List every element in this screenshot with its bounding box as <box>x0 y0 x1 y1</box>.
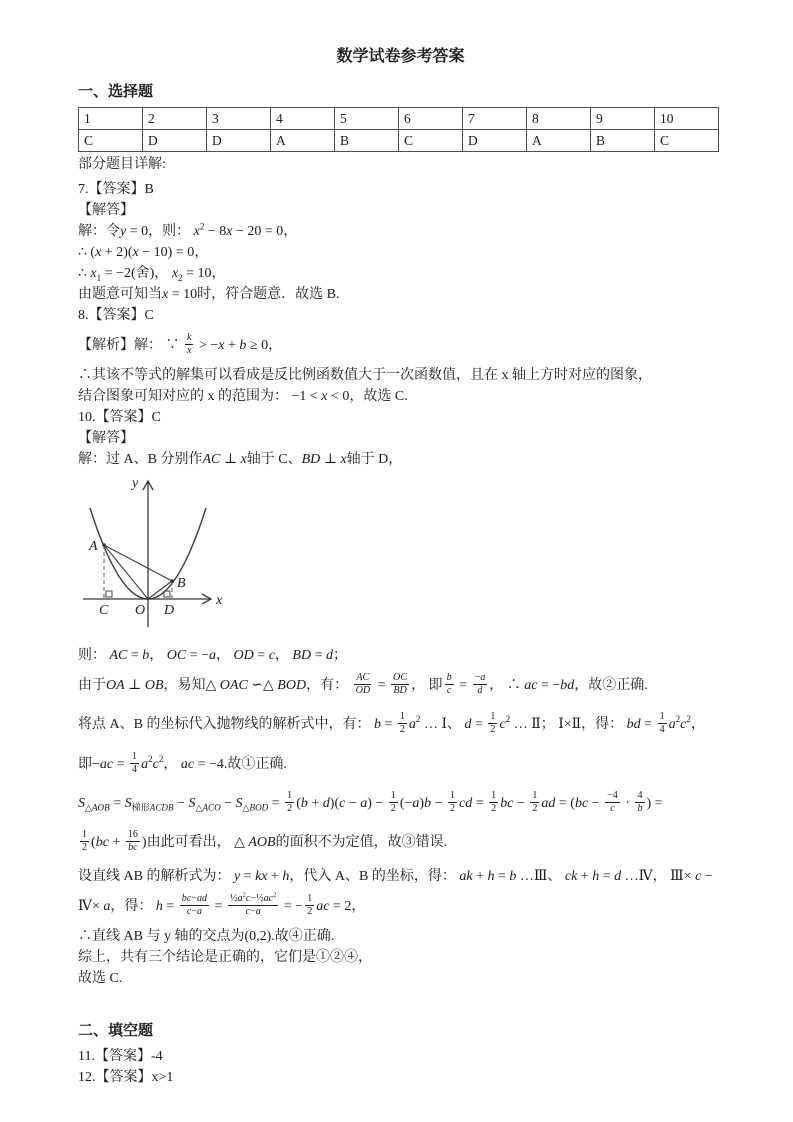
q7-explain-label: 【解答】 <box>78 203 134 218</box>
q7-solution-line: 解：令y = 0，则： $x^2 - 8x - 20 = 0$， <box>78 221 298 239</box>
page-title: 数学试卷参考答案 <box>336 48 465 65</box>
point-label-b: B <box>177 576 186 592</box>
table-header-cell: 9 <box>591 108 655 130</box>
q10-solution-line: 故选 C. <box>78 971 123 987</box>
q10-answer: 10.【答案】C <box>78 410 161 426</box>
detail-note: 部分题目详解: <box>78 157 166 172</box>
table-header-row <box>79 108 719 130</box>
segment-ab <box>104 545 172 581</box>
point-b-dot <box>170 579 173 582</box>
point-label-d: D <box>164 603 175 619</box>
point-label-a: A <box>89 539 98 555</box>
q7-solution-line: ∴ (x + 2)(x − 10) = 0， <box>78 245 209 260</box>
answer-cell: D <box>463 130 527 152</box>
q10-solution-line: 综上，共有三个结论是正确的，它们是①②④， <box>78 950 372 966</box>
q10-solution-line: $\frac{1}{2}$ (bc + $\frac{16}{bc}$ )由此可看出， △ AOB的面积不为定值，故③错误. <box>82 828 448 854</box>
table-header-cell: 4 <box>271 108 335 130</box>
x-axis-label: x <box>216 593 223 609</box>
q11-answer: 11.【答案】-4 <box>78 1049 163 1065</box>
q8-answer: 8.【答案】C <box>78 308 154 323</box>
table-header-cell: 5 <box>335 108 399 130</box>
answer-cell: C <box>399 130 463 152</box>
table-answer-row <box>79 130 719 152</box>
section-heading-choice: 一、选择题 <box>78 83 154 100</box>
q7-solution-line: ∴ $x_1 = -2$(舍)， $x_2 = 10$， <box>78 266 226 283</box>
table-header-cell: 1 <box>79 108 143 130</box>
q10-solution-line: 则： AC = b， OC = −a， OD = c， BD = d； <box>78 648 347 664</box>
q10-solution-line: 由于OA ⊥ OB，易知△ OAC ∽△ BOD，有： $\frac{AC}{OD}$ = $\frac{OC}{BD}$ ， 即 $\frac{b}{c}$ = $\frac{-a}{d}$ ， ∴ ac = −bd，故②正确. <box>78 672 648 697</box>
table-header-cell: 3 <box>207 108 271 130</box>
segment-bo <box>148 581 172 599</box>
q10-explain-label: 【解答】 <box>78 431 134 447</box>
parabola-diagram <box>78 474 248 634</box>
table-header-cell: 6 <box>399 108 463 130</box>
answer-table <box>78 107 719 152</box>
q10-solution-line: ∴直线 AB 与 y 轴的交点为(0,2).故④正确. <box>78 929 335 945</box>
q8-solution-line: 结合图象可知对应的 x 的范围为： −1 < x < 0，故选 C. <box>78 389 408 405</box>
q10-solution-line: 将点 A、B 的坐标代入抛物线的解析式中，有： b = $\frac{1}{2}$ $a^2$ … Ⅰ、 d = $\frac{1}{2}$ $c^2$ … Ⅱ； Ⅰ×Ⅱ，得： bd = $\frac{1}{4}$ $a^2c^2$， <box>78 711 705 736</box>
origin-label: O <box>135 603 146 619</box>
table-header-cell: 8 <box>527 108 591 130</box>
q7-solution-line: 由题意可知当x = 10时，符合题意．故选 B. <box>78 287 340 302</box>
q10-solution-line: Ⅳ× a，得： h = $\frac{bc-ad}{c-a}$ = $\frac{\frac{1}{2}a^2c-\frac{1}{2}ac^2}{c-a}$ = − $\frac{1}{2}$ ac = 2， <box>78 891 366 918</box>
section-heading-fill: 二、填空题 <box>78 1022 154 1040</box>
q10-intro-line: 解：过 A、B 分别作AC ⊥ x轴于 C、BD ⊥ x轴于 D， <box>78 452 403 468</box>
q7-answer: 7.【答案】B <box>78 182 154 197</box>
q8-solution-line: ∴其该不等式的解集可以看成是反比例函数值大于一次函数值，且在 x 轴上方时对应的图象， <box>78 368 652 384</box>
answer-cell: D <box>143 130 207 152</box>
point-label-c: C <box>99 603 109 619</box>
parabola-figure <box>78 474 723 639</box>
q12-answer: 12.【答案】x>1 <box>78 1070 174 1086</box>
q8-solution-line: 【解析】解： ∵ $\frac{k}{x}$ > −x + b ≥ 0， <box>78 332 283 357</box>
answer-cell: C <box>655 130 719 152</box>
answer-cell: B <box>591 130 655 152</box>
q10-solution-line: 设直线 AB 的解析式为： y = kx + h，代入 A、B 的坐标，得： ak + h = b …Ⅲ、 ck + h = d …Ⅳ， Ⅲ× c − <box>78 869 713 885</box>
table-header-cell: 10 <box>655 108 719 130</box>
point-a-dot <box>102 543 105 546</box>
answer-cell: C <box>79 130 143 152</box>
answer-cell: A <box>271 130 335 152</box>
q10-solution-line: $S_{\triangle AOB} = S_{梯形ACDB} - S_{\triangle ACO} - S_{\triangle BOD}$ = $\frac{1}{2}$ (b + d)(c − a) − $\frac{1}{2}$ (−a)b − $\frac{1}{2}$ cd = $\frac{1}{2}$ bc − $\frac{1}{2}$ ad = (bc − $\frac{-4}{c}$ · $\frac{4}{b}$ ) = <box>78 789 663 814</box>
q10-solution-line: 即−ac = $\frac{1}{4}$ $a^2c^2$， ac = −4.故①正确. <box>78 750 287 775</box>
right-angle-marker-c <box>106 591 112 597</box>
y-axis-label: y <box>132 476 139 492</box>
answer-cell: D <box>207 130 271 152</box>
answer-cell: B <box>335 130 399 152</box>
table-header-cell: 2 <box>143 108 207 130</box>
table-header-cell: 7 <box>463 108 527 130</box>
answer-cell: A <box>527 130 591 152</box>
